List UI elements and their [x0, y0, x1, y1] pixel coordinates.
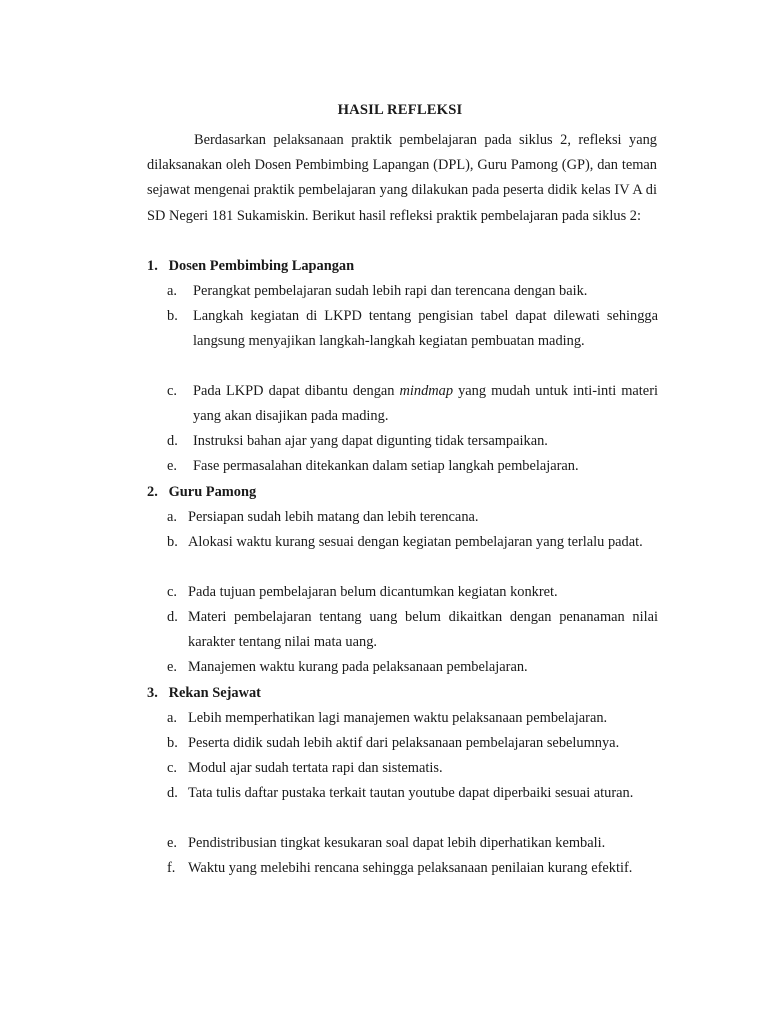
list-item [167, 605, 658, 655]
list-item [167, 831, 658, 856]
list-marker: e. [167, 458, 177, 474]
list-marker: c. [167, 584, 177, 600]
list-item [167, 756, 658, 781]
list-item-text: Fase permasalahan ditekankan dalam setiap langkah pembelajaran. [193, 458, 579, 474]
list-item-text: Persiapan sudah lebih matang dan lebih terencana. [188, 509, 479, 525]
list-marker: d. [167, 433, 178, 449]
list-item [167, 856, 658, 881]
list-item [167, 706, 658, 731]
list-marker: e. [167, 835, 177, 851]
list-item [167, 655, 658, 680]
list-item-text: Manajemen waktu kurang pada pelaksanaan pembelajaran. [188, 659, 528, 675]
section-title: Dosen Pembimbing Lapangan [168, 258, 355, 274]
list-item-text: Pendistribusian tingkat kesukaran soal dapat lebih diperhatikan kembali. [188, 835, 606, 851]
section-number: 2. [147, 484, 158, 500]
list-item-text: Pada tujuan pembelajaran belum dicantumkan kegiatan konkret. [188, 584, 558, 600]
section-title: Guru Pamong [168, 484, 257, 500]
list-marker: c. [167, 760, 177, 776]
list-item [167, 731, 658, 756]
list-marker: f. [167, 860, 176, 876]
list-item [167, 505, 658, 530]
list-marker: a. [167, 509, 177, 525]
list-item-text: Peserta didik sudah lebih aktif dari pelaksanaan pembelajaran sebelumnya. [188, 735, 620, 751]
list-item-text: Langkah kegiatan di LKPD tentang pengisian tabel dapat dilewati sehingga langsung menyajikan langkah-langkah kegiatan pembuatan mading. [193, 308, 658, 350]
list-marker: b. [167, 735, 178, 751]
text-segment: yang mudah untuk inti-inti materi yang akan disajikan pada mading. [193, 383, 658, 425]
list-marker: a. [167, 710, 177, 726]
section-title: Rekan Sejawat [168, 685, 261, 701]
list-item-text [193, 379, 658, 429]
list-item-text: Lebih memperhatikan lagi manajemen waktu pelaksanaan pembelajaran. [188, 710, 608, 726]
list-item [167, 781, 658, 806]
section-heading-dosen-pembimbing [147, 254, 667, 279]
section-number: 1. [147, 258, 158, 274]
list-marker: e. [167, 659, 177, 675]
list-item [167, 279, 658, 304]
list-marker: b. [167, 534, 178, 550]
list-item-text: Materi pembelajaran tentang uang belum dikaitkan dengan penanaman nilai karakter tentang nilai mata uang. [188, 609, 658, 651]
list-item-text: Instruksi bahan ajar yang dapat digunting tidak tersampaikan. [193, 433, 548, 449]
italic-term: mindmap [399, 383, 454, 399]
section-heading-guru-pamong [147, 480, 667, 505]
list-item [167, 304, 658, 354]
section-number: 3. [147, 685, 158, 701]
intro-paragraph: Berdasarkan pelaksanaan praktik pembelajaran pada siklus 2, refleksi yang dilaksanakan oleh Dosen Pembimbing Lapangan (DPL), Guru Pamong (GP), dan teman sejawat mengenai praktik pembelajaran yang dilakukan pada peserta didik kelas IV A di SD Negeri 181 Sukamiskin. Berikut hasil refleksi praktik pembelajaran pada siklus 2: [147, 132, 657, 224]
list-item-text: Alokasi waktu kurang sesuai dengan kegiatan pembelajaran yang terlalu padat. [188, 534, 643, 550]
text-segment: Pada LKPD dapat dibantu dengan [193, 383, 400, 399]
list-item-text: Perangkat pembelajaran sudah lebih rapi dan terencana dengan baik. [193, 283, 588, 299]
list-marker: d. [167, 609, 178, 625]
list-item-text: Modul ajar sudah tertata rapi dan sistematis. [188, 760, 443, 776]
section-heading-rekan-sejawat [147, 681, 667, 706]
list-item-text: Tata tulis daftar pustaka terkait tautan youtube dapat diperbaiki sesuai aturan. [188, 785, 634, 801]
document-title: HASIL REFLEKSI [337, 102, 463, 118]
list-marker: c. [167, 383, 177, 399]
list-item [167, 429, 658, 454]
list-marker: d. [167, 785, 178, 801]
list-item-text: Waktu yang melebihi rencana sehingga pelaksanaan penilaian kurang efektif. [188, 860, 633, 876]
list-item [167, 580, 658, 605]
list-item [167, 530, 658, 555]
list-item [167, 454, 658, 479]
list-marker: a. [167, 283, 177, 299]
list-marker: b. [167, 308, 178, 324]
list-item [167, 379, 658, 429]
